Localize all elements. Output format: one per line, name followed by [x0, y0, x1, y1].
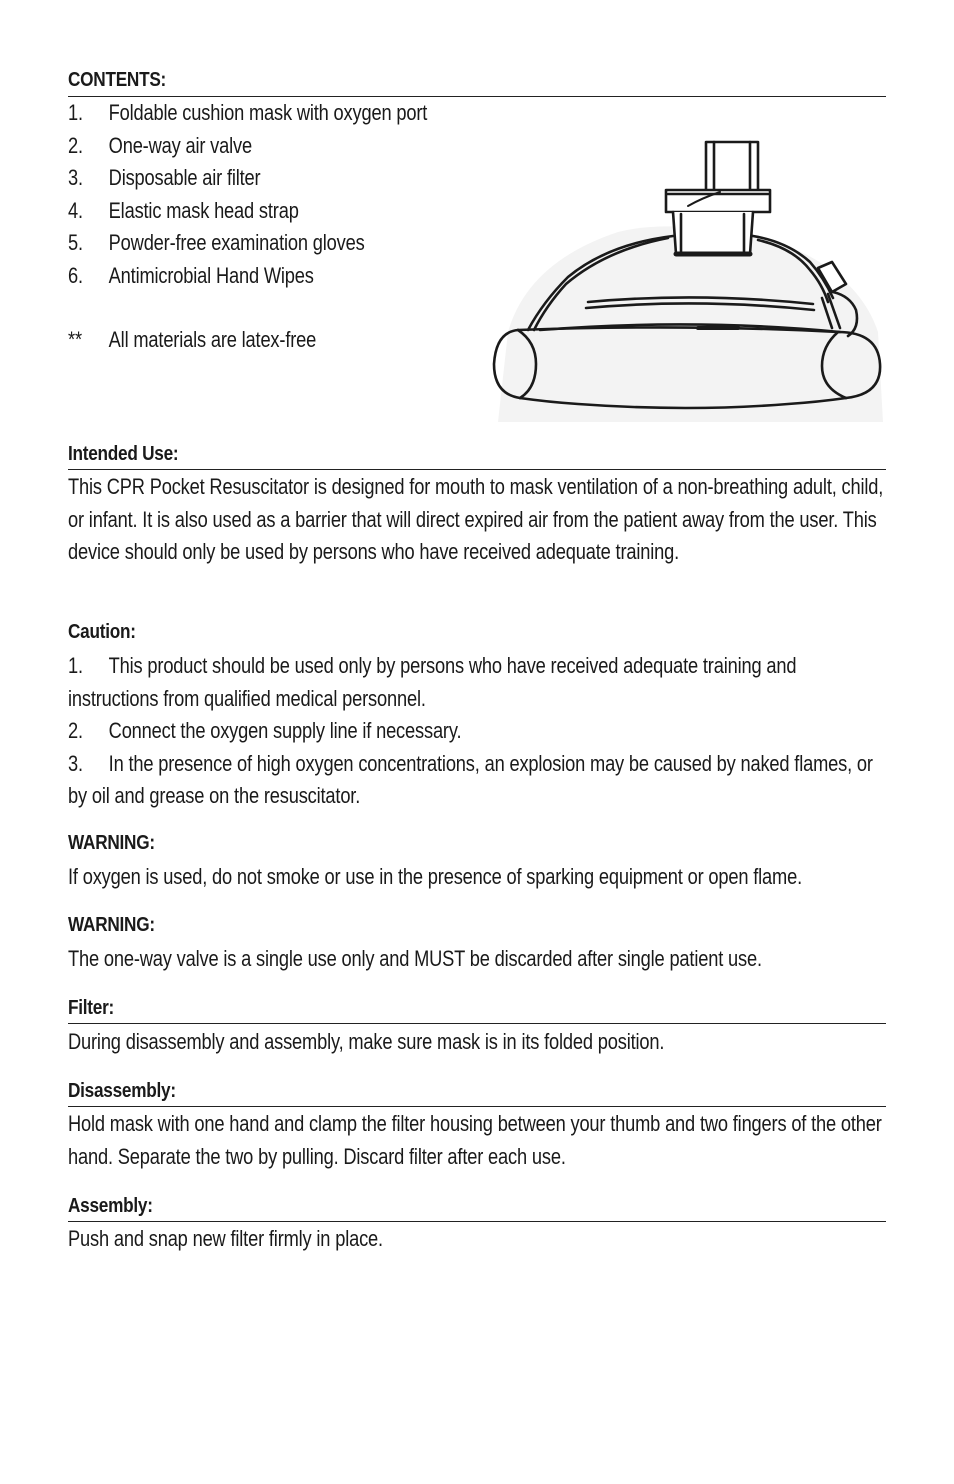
- warning-section: [68, 861, 886, 894]
- disassembly-text: Hold mask with one hand and clamp the filter housing between your thumb and two fingers of the other hand. Separate the two by pulling. Discard filter after each use.: [68, 1111, 882, 1169]
- filter-body: [68, 1026, 886, 1059]
- list-item-text: Foldable cushion mask with oxygen port: [108, 100, 428, 125]
- list-item-number: 3.: [68, 750, 83, 776]
- assembly-section: [68, 1223, 886, 1256]
- intended-use-body: [68, 471, 886, 569]
- warning-body: [68, 861, 886, 894]
- caution-heading-row: [68, 620, 886, 648]
- filter-section: [68, 1026, 886, 1059]
- contents-heading-row: [68, 68, 886, 97]
- warning-heading: WARNING:: [68, 832, 155, 854]
- list-item-text: Connect the oxygen supply line if necessary.: [108, 718, 462, 743]
- filter-heading: Filter:: [68, 997, 114, 1019]
- list-item-number: 4.: [68, 197, 83, 223]
- list-item-text: One-way air valve: [108, 132, 252, 158]
- assembly-heading-row: [68, 1194, 886, 1222]
- note-marker: **: [68, 327, 82, 352]
- warning-body: [68, 943, 886, 976]
- caution-list: [68, 650, 886, 813]
- list-item-number: 2.: [68, 718, 83, 743]
- list-item-number: 5.: [68, 230, 83, 255]
- warning-heading: WARNING:: [68, 914, 155, 936]
- warning-section: [68, 943, 886, 976]
- list-item-text: Elastic mask head strap: [108, 197, 299, 223]
- warning-text: The one-way valve is a single use only and MUST be discarded after single patient use.: [68, 946, 762, 971]
- list-item-text: Powder-free examination gloves: [108, 230, 365, 255]
- disassembly-section: [68, 1108, 886, 1173]
- disassembly-heading: Disassembly:: [68, 1080, 176, 1102]
- caution-heading: Caution:: [68, 621, 136, 643]
- caution-list-body: [68, 650, 886, 813]
- contents-heading: CONTENTS:: [68, 69, 167, 91]
- intended-use-heading: Intended Use:: [68, 443, 179, 465]
- list-item-number: 6.: [68, 262, 83, 288]
- cpr-mask-illustration: [488, 132, 888, 432]
- warning-heading-row: [68, 831, 886, 859]
- list-item-text: This product should be used only by persons who have received adequate training and instructions from qualified medical personnel.: [68, 653, 797, 711]
- list-item-number: 1.: [68, 653, 83, 678]
- list-item-text: In the presence of high oxygen concentrations, an explosion may be caused by naked flames, or by oil and grease on the resuscitator.: [68, 750, 873, 808]
- disassembly-heading-row: [68, 1079, 886, 1107]
- list-item: [68, 650, 886, 715]
- list-item: [68, 97, 886, 130]
- assembly-text: Push and snap new filter firmly in place.: [68, 1226, 383, 1251]
- list-item-text: Antimicrobial Hand Wipes: [108, 262, 314, 288]
- list-item-text: Disposable air filter: [108, 165, 261, 190]
- list-item-number: 3.: [68, 165, 83, 190]
- intended-use-text: This CPR Pocket Resuscitator is designed for mouth to mask ventilation of a non-breathing adult, child, or infant. It is also used as a barrier that will direct expired air from the patient away from the user. This device should only be used by persons who have received adequate training.: [68, 474, 884, 564]
- list-item: [68, 748, 886, 813]
- intended-use-section: [68, 471, 886, 569]
- assembly-heading: Assembly:: [68, 1195, 153, 1217]
- list-item-number: 2.: [68, 132, 83, 158]
- disassembly-body: [68, 1108, 886, 1173]
- note-text: All materials are latex-free: [108, 327, 317, 352]
- assembly-body: [68, 1223, 886, 1256]
- filter-heading-row: [68, 996, 886, 1024]
- intended-use-heading-row: [68, 442, 886, 470]
- warning-text: If oxygen is used, do not smoke or use in the presence of sparking equipment or open flame.: [68, 864, 802, 889]
- warning-heading-row: [68, 913, 886, 941]
- list-item-number: 1.: [68, 100, 83, 125]
- filter-text: During disassembly and assembly, make sure mask is in its folded position.: [68, 1029, 665, 1054]
- list-item: [68, 715, 886, 748]
